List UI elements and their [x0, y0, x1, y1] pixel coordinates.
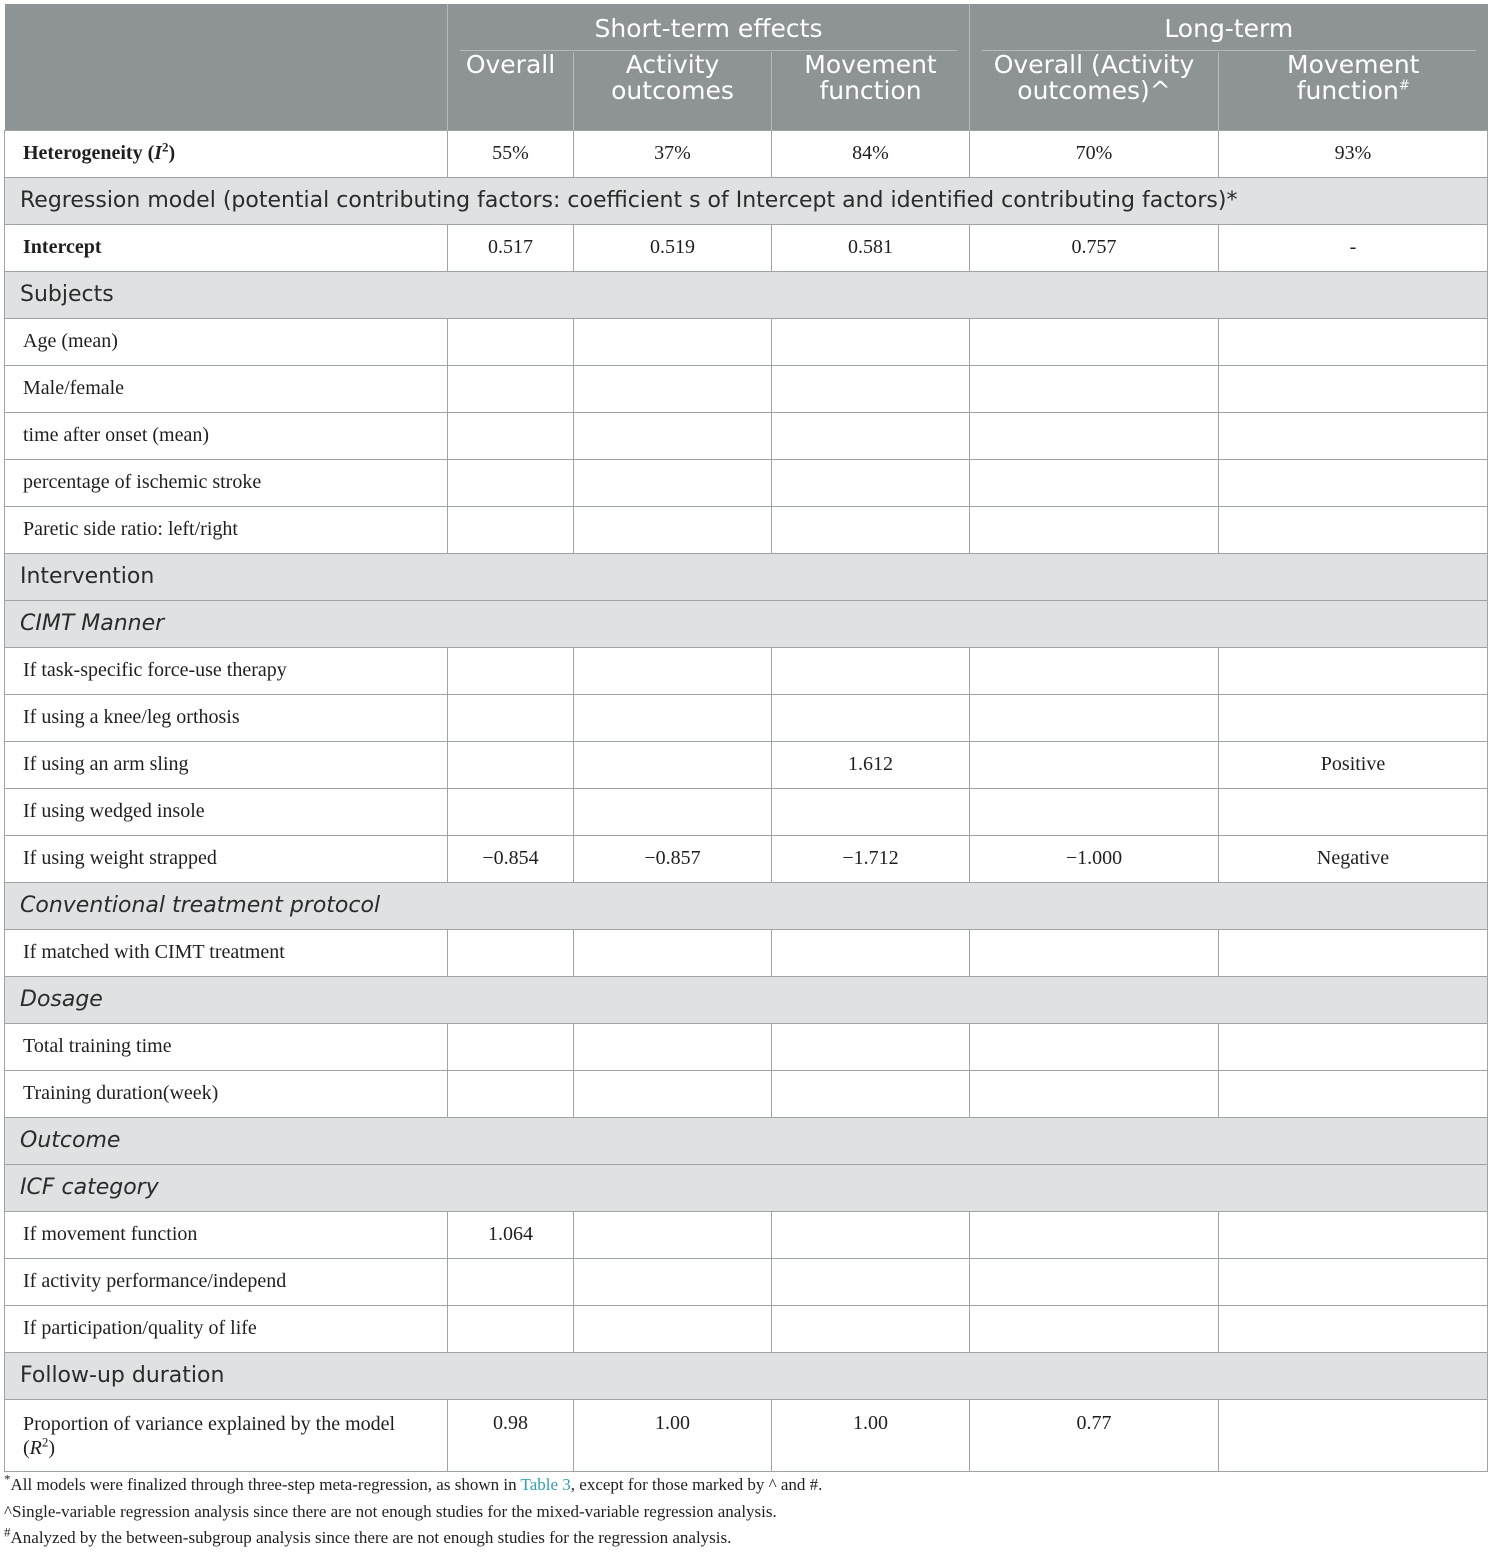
header-activity-outcomes	[574, 52, 772, 130]
header-overall-label: Overall	[465, 50, 556, 79]
row-label: If using wedged insole	[5, 788, 448, 835]
header-long-term-group	[970, 4, 1488, 52]
table-cell	[772, 694, 970, 741]
table-cell	[1219, 788, 1488, 835]
table-cell	[970, 788, 1219, 835]
table-cell	[970, 506, 1219, 553]
table-cell: 0.98	[448, 1399, 574, 1471]
table-cell	[970, 741, 1219, 788]
section-header: Follow-up duration	[5, 1352, 1488, 1399]
short-term-label: Short-term effects	[460, 6, 957, 51]
section-row	[5, 976, 1488, 1023]
table-cell	[1219, 1211, 1488, 1258]
results-table-container	[4, 4, 1487, 1472]
header-hash-mark: #	[1398, 78, 1410, 94]
table-cell	[448, 1258, 574, 1305]
table-cell	[448, 1305, 574, 1352]
table-cell	[970, 412, 1219, 459]
table-cell	[772, 506, 970, 553]
row-label: If movement function	[5, 1211, 448, 1258]
row-label: percentage of ischemic stroke	[5, 459, 448, 506]
table-cell	[1219, 929, 1488, 976]
variance-label: Proportion of variance explained by the model $(R^2)$	[5, 1399, 448, 1471]
row-label: Age (mean)	[5, 318, 448, 365]
table-cell	[574, 788, 772, 835]
table-cell: 1.00	[574, 1399, 772, 1471]
table-row	[5, 1023, 1488, 1070]
table-cell	[448, 365, 574, 412]
row-label: If participation/quality of life	[5, 1305, 448, 1352]
table-cell: 0.519	[574, 224, 772, 271]
header-movement-line2: function	[819, 76, 922, 105]
table-row	[5, 835, 1488, 882]
table-row	[5, 694, 1488, 741]
table-cell	[1219, 412, 1488, 459]
table-cell: Negative	[1219, 835, 1488, 882]
footnote-mark: ^	[4, 1502, 12, 1521]
table-cell	[970, 694, 1219, 741]
header-long-movement-line1: Movement	[1287, 50, 1420, 79]
header-long-movement	[1219, 52, 1488, 130]
header-long-overall	[970, 52, 1219, 130]
footnote-text: Analyzed by the between-subgroup analysis since there are not enough studies for the regression analysis.	[10, 1528, 732, 1547]
table-row	[5, 1258, 1488, 1305]
table-row	[5, 506, 1488, 553]
section-row	[5, 271, 1488, 318]
table-cell: 55%	[448, 130, 574, 177]
table-row	[5, 929, 1488, 976]
row-label: If activity performance/independ	[5, 1258, 448, 1305]
table-row	[5, 365, 1488, 412]
table-cell	[1219, 459, 1488, 506]
table-cell	[448, 1023, 574, 1070]
table-cell	[574, 1070, 772, 1117]
table-cell	[772, 788, 970, 835]
table-row	[5, 1305, 1488, 1352]
table-cell	[574, 365, 772, 412]
table-cell	[772, 1070, 970, 1117]
table-cell: 0.77	[970, 1399, 1219, 1471]
header-long-overall-line1: Overall (Activity	[993, 50, 1195, 79]
footnote-1	[4, 1471, 823, 1495]
heterogeneity-row	[5, 130, 1488, 177]
section-row	[5, 600, 1488, 647]
table-cell	[970, 318, 1219, 365]
table-cell	[574, 1258, 772, 1305]
footnote-mark: *	[4, 1471, 11, 1487]
row-label: Total training time	[5, 1023, 448, 1070]
section-header: Outcome	[5, 1117, 1488, 1164]
table-cell	[772, 365, 970, 412]
table-cell	[1219, 1305, 1488, 1352]
table-cell	[1219, 1070, 1488, 1117]
row-label: If task-specific force-use therapy	[5, 647, 448, 694]
table-cell: 0.517	[448, 224, 574, 271]
table-cell	[448, 412, 574, 459]
table-row	[5, 1070, 1488, 1117]
table-cell	[448, 788, 574, 835]
table-cell: 93%	[1219, 130, 1488, 177]
table-cell	[772, 318, 970, 365]
row-label: Paretic side ratio: left/right	[5, 506, 448, 553]
regression-title: Regression model (potential contributing factors: coefficient s of Intercept and identified contributing factors)*	[5, 177, 1488, 224]
table-row	[5, 412, 1488, 459]
table-cell	[574, 1023, 772, 1070]
row-label: If matched with CIMT treatment	[5, 929, 448, 976]
table-cell: 70%	[970, 130, 1219, 177]
table-row	[5, 1211, 1488, 1258]
section-row	[5, 882, 1488, 929]
footnote-2	[4, 1502, 777, 1522]
variance-row	[5, 1399, 1488, 1471]
table-cell	[772, 459, 970, 506]
table-cell	[1219, 1399, 1488, 1471]
section-header: Intervention	[5, 553, 1488, 600]
table-row	[5, 459, 1488, 506]
table-cell: 1.612	[772, 741, 970, 788]
table-cell	[574, 694, 772, 741]
table-cell	[448, 1070, 574, 1117]
table-cell: -	[1219, 224, 1488, 271]
table-cell	[448, 506, 574, 553]
table-row	[5, 741, 1488, 788]
header-long-movement-line2: function	[1296, 76, 1399, 105]
table-cell: −1.000	[970, 835, 1219, 882]
footnote-text: , except for those marked by ^ and #.	[570, 1475, 823, 1494]
section-header: Conventional treatment protocol	[5, 882, 1488, 929]
table-cell: 1.00	[772, 1399, 970, 1471]
table-cell	[772, 929, 970, 976]
table-cell	[448, 459, 574, 506]
section-row	[5, 177, 1488, 224]
meta-regression-table	[4, 4, 1488, 1472]
table-cell	[970, 1211, 1219, 1258]
table-cell	[574, 459, 772, 506]
section-row	[5, 1117, 1488, 1164]
table-cell	[1219, 506, 1488, 553]
table-cell	[772, 647, 970, 694]
row-label: time after onset (mean)	[5, 412, 448, 459]
table-cell	[448, 929, 574, 976]
section-header: CIMT Manner	[5, 600, 1488, 647]
table-cell	[574, 412, 772, 459]
table-row	[5, 788, 1488, 835]
section-row	[5, 553, 1488, 600]
row-label: If using an arm sling	[5, 741, 448, 788]
intercept-row	[5, 224, 1488, 271]
table-cell	[448, 694, 574, 741]
table-cell	[772, 1211, 970, 1258]
footnote-text: All models were finalized through three-step meta-regression, as shown in	[10, 1475, 521, 1494]
table-cell	[574, 1211, 772, 1258]
table-row	[5, 647, 1488, 694]
long-term-label: Long-term	[982, 6, 1476, 51]
table-cell	[1219, 365, 1488, 412]
section-header: Subjects	[5, 271, 1488, 318]
section-header: ICF category	[5, 1164, 1488, 1211]
table-cell	[574, 741, 772, 788]
row-label: Training duration(week)	[5, 1070, 448, 1117]
header-movement-line1: Movement	[804, 50, 937, 79]
section-row	[5, 1164, 1488, 1211]
section-row	[5, 1352, 1488, 1399]
table-cell	[1219, 318, 1488, 365]
table-cell	[448, 741, 574, 788]
table-cell	[970, 459, 1219, 506]
table-cell	[772, 1258, 970, 1305]
header-long-overall-line2: outcomes)^	[1017, 76, 1171, 105]
table-cell	[970, 1070, 1219, 1117]
intercept-label: Intercept	[5, 224, 448, 271]
header-movement-function	[772, 52, 970, 130]
row-label: If using a knee/leg orthosis	[5, 694, 448, 741]
table-cell	[970, 647, 1219, 694]
table-cell	[574, 1305, 772, 1352]
table-cell: 1.064	[448, 1211, 574, 1258]
table-cell	[574, 929, 772, 976]
table-cell	[970, 365, 1219, 412]
table-cell	[772, 1023, 970, 1070]
header-activity-line1: Activity	[625, 50, 720, 79]
table-cell	[970, 1305, 1219, 1352]
table-cell	[1219, 647, 1488, 694]
table-3-link[interactable]: Table 3	[520, 1475, 571, 1494]
table-cell: −0.857	[574, 835, 772, 882]
table-cell	[1219, 694, 1488, 741]
table-cell	[970, 1023, 1219, 1070]
table-row	[5, 318, 1488, 365]
footnote-3	[4, 1524, 732, 1548]
table-cell: 0.757	[970, 224, 1219, 271]
table-cell	[772, 1305, 970, 1352]
table-cell	[574, 506, 772, 553]
table-cell	[448, 318, 574, 365]
table-cell: 84%	[772, 130, 970, 177]
table-cell	[772, 412, 970, 459]
table-cell: 37%	[574, 130, 772, 177]
section-header: Dosage	[5, 976, 1488, 1023]
heterogeneity-label: Heterogeneity $(I^2)$	[5, 130, 448, 177]
header-activity-line2: outcomes	[611, 76, 734, 105]
table-cell	[448, 647, 574, 694]
table-cell	[970, 929, 1219, 976]
footnote-mark: #	[4, 1524, 11, 1540]
table-cell: −1.712	[772, 835, 970, 882]
table-cell	[574, 318, 772, 365]
row-label: If using weight strapped	[5, 835, 448, 882]
table-cell: 0.581	[772, 224, 970, 271]
table-cell	[574, 647, 772, 694]
table-cell: −0.854	[448, 835, 574, 882]
table-cell: Positive	[1219, 741, 1488, 788]
table-cell	[1219, 1023, 1488, 1070]
header-short-term-group	[448, 4, 970, 52]
footnote-text: Single-variable regression analysis since there are not enough studies for the mixed-variable regression analysis.	[11, 1502, 777, 1521]
header-overall	[448, 52, 574, 130]
table-cell	[1219, 1258, 1488, 1305]
table-cell	[970, 1258, 1219, 1305]
row-label: Male/female	[5, 365, 448, 412]
header-corner	[5, 4, 448, 130]
